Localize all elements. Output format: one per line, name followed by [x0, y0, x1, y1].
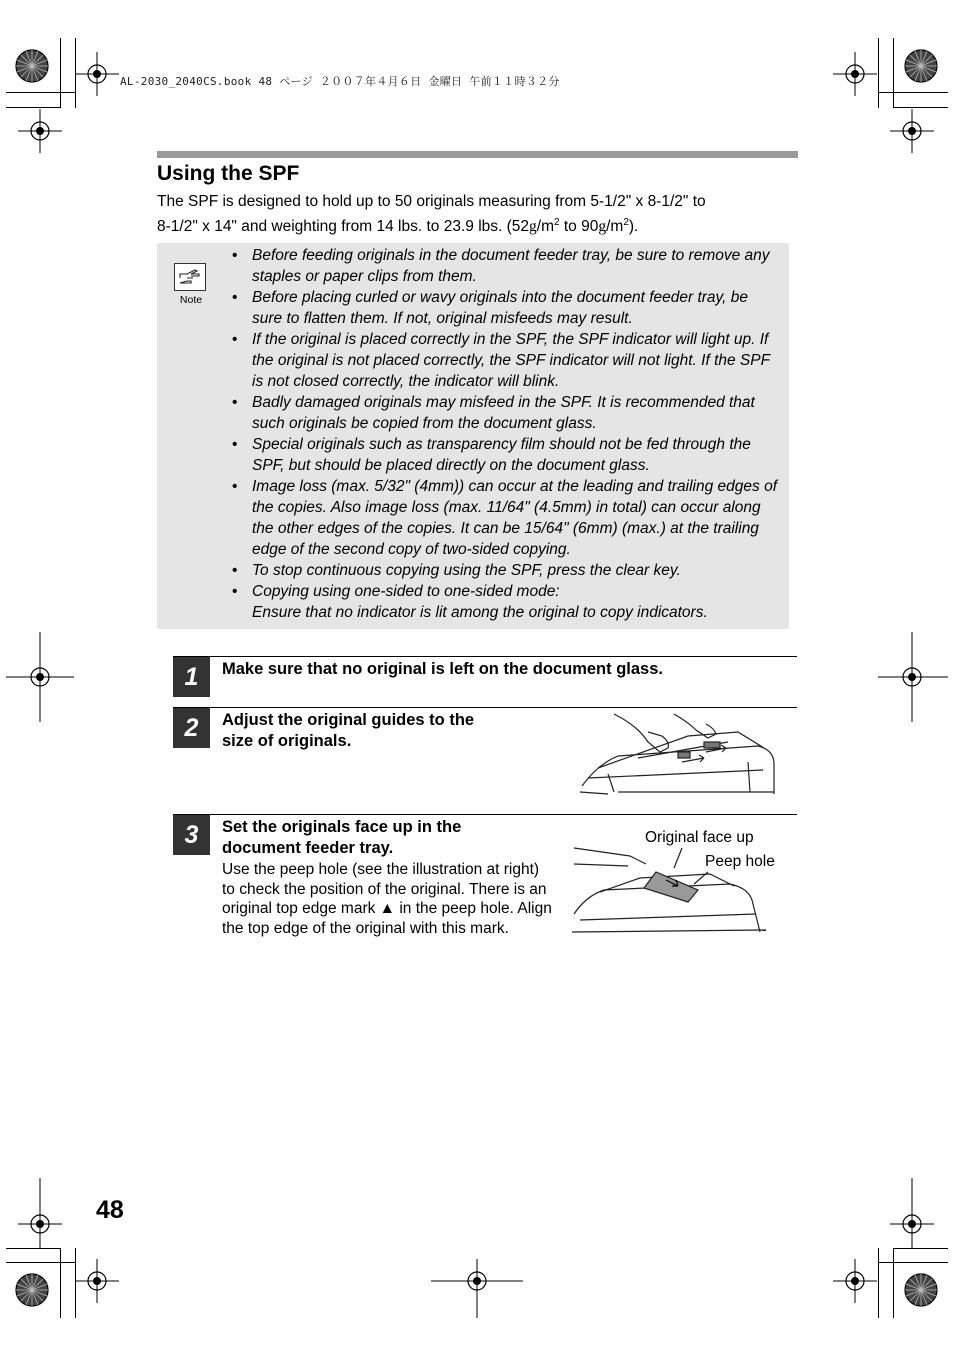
step-1-rule [173, 656, 797, 657]
note-pointing-hand-icon [174, 263, 206, 291]
note-item: • Special originals such as transparency film should not be fed through the SPF, but should be placed directly on the document glass. [232, 436, 751, 474]
step-3-title: Set the originals face up in the document feeder tray. [222, 818, 462, 857]
original-guides-illustration [578, 712, 778, 796]
registration-star-icon [905, 1274, 937, 1306]
face-up-originals-illustration [570, 844, 770, 936]
step-3-number: 3 [173, 815, 210, 855]
callout-original-face-up: Original face up [645, 829, 754, 846]
step-3-rule [173, 814, 797, 815]
note-item: • To stop continuous copying using the SPF, press the clear key. [232, 562, 681, 579]
step-3-body: Use the peep hole (see the illustration at right) to check the position of the original. There is an original top edge mark ▲ in the peep hole. Align the top edge of the original with this mark. [222, 861, 552, 937]
registration-star-icon [16, 1274, 48, 1306]
note-label: Note [179, 294, 203, 306]
note-item: • Image loss (max. 5/32" (4mm)) can occur at the leading and trailing edges of the copies. Also image loss (max. 11/64" (4.5mm) in total) can occur along the other edges of the copies. It can be 15/64" (6mm) (max.) at the trailing edge of the second copy of two-sided copying. [232, 478, 778, 558]
intro-line-1: The SPF is designed to hold up to 50 originals measuring from 5-1/2" x 8-1/2" to [157, 193, 706, 210]
registration-star-icon [16, 50, 48, 82]
section-top-rule [157, 151, 798, 158]
step-1-title: Make sure that no original is left on the document glass. [222, 660, 663, 678]
section-title: Using the SPF [157, 162, 300, 185]
note-item: • Copying using one-sided to one-sided mode: Ensure that no indicator is lit among the original to copy indicators. [232, 583, 708, 621]
book-print-info: AL-2030_2040CS.book 48 ページ ２００７年４月６日 金曜日 午前１１時３２分 [120, 75, 560, 88]
note-item: • If the original is placed correctly in the SPF, the SPF indicator will light up. If the original is not placed correctly, the SPF indicator will not light. If the SPF is not closed correctly, the indicator will blink. [232, 331, 770, 390]
section-intro [157, 191, 797, 237]
step-2-title: Adjust the original guides to the size of originals. [222, 711, 475, 750]
registration-star-icon [905, 50, 937, 82]
note-list [232, 245, 782, 623]
intro-line-2: 8-1/2" x 14" and weighting from 14 lbs. to 23.9 lbs. ($52g/m^2$ to $90g/m^2$). [157, 217, 639, 236]
callout-peep-hole: Peep hole [705, 853, 775, 870]
page-number: 48 [96, 1196, 124, 1224]
note-item: • Before feeding originals in the document feeder tray, be sure to remove any staples or paper clips from them. [232, 247, 770, 285]
note-item: • Badly damaged originals may misfeed in the SPF. It is recommended that such originals be copied from the document glass. [232, 394, 755, 432]
note-item: • Before placing curled or wavy originals into the document feeder tray, be sure to flatten them. If not, original misfeeds may result. [232, 289, 748, 327]
step-2-number: 2 [173, 708, 210, 748]
step-1-number: 1 [173, 657, 210, 697]
step-2-rule [173, 707, 797, 708]
